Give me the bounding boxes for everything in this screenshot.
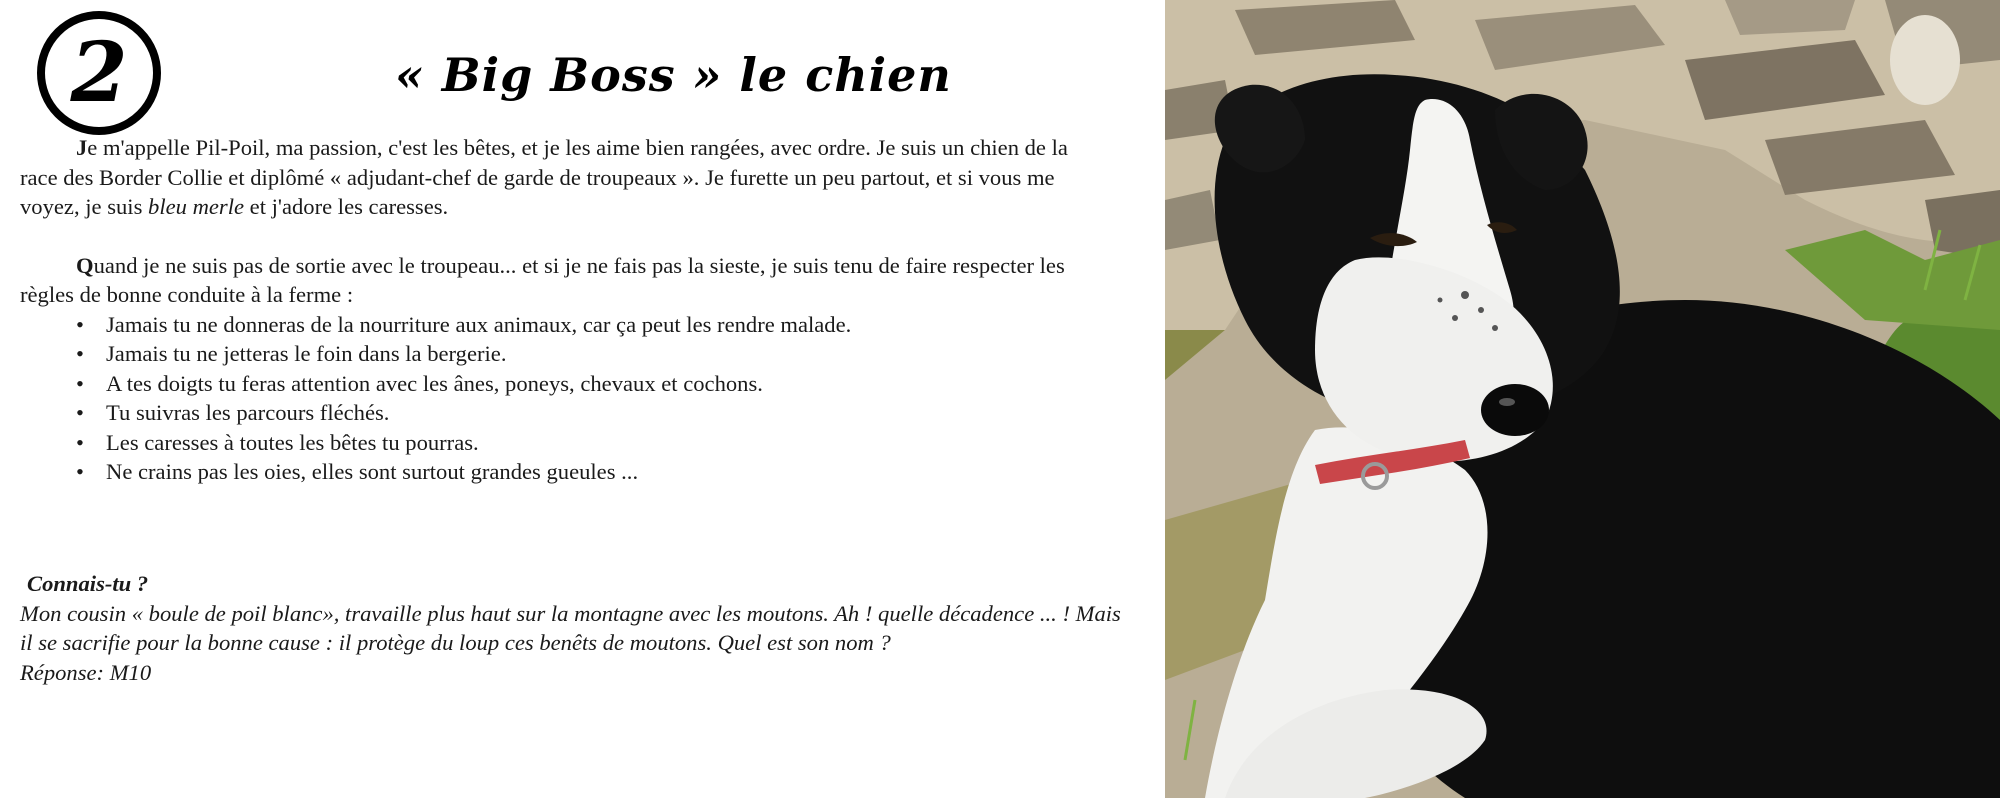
bullet-icon: • — [76, 341, 84, 366]
intro-text-end: et j'adore les caresses. — [244, 194, 449, 219]
list-item — [76, 457, 1110, 487]
drop-letter: J — [76, 135, 88, 160]
rule-text: Jamais tu ne jetteras le foin dans la bergerie. — [106, 341, 507, 366]
drop-letter: Q — [76, 252, 94, 278]
bullet-icon: • — [76, 311, 84, 337]
rule-text: Tu suivras les parcours fléchés. — [106, 400, 390, 425]
quiz-box — [20, 569, 1130, 687]
page-number-badge — [37, 11, 161, 135]
rules-list — [20, 310, 1110, 487]
rules-intro-text: uand je ne suis pas de sortie avec le troupeau... et si je ne fais pas la sieste, je suis tenu de faire respecter les règles de bonne conduite à la ferme : — [20, 252, 1065, 307]
dog-photo — [1165, 0, 2000, 798]
rule-text: Les caresses à toutes les bêtes tu pourras. — [106, 429, 479, 455]
list-item — [76, 398, 1110, 428]
list-item — [76, 339, 1110, 369]
intro-paragraph — [20, 133, 1110, 222]
intro-text: e m'appelle Pil-Poil, ma passion, c'est les bêtes, et je les aime bien rangées, avec ordre. Je suis un chien de la race des Border Collie et diplômé « adjudant-chef de garde de troupeaux ». Je furette un peu partout, et si vous me voyez, je suis — [20, 135, 1068, 219]
body-text — [20, 133, 1110, 487]
bullet-icon: • — [76, 429, 84, 455]
quiz-heading: Connais-tu ? — [27, 571, 149, 596]
list-item — [76, 310, 1110, 340]
page-number: 2 — [70, 25, 128, 121]
paragraph-gap — [20, 222, 1110, 251]
bullet-icon: • — [76, 459, 84, 484]
bullet-icon: • — [76, 400, 84, 425]
intro-italic: bleu merle — [148, 194, 245, 219]
rule-text: Ne crains pas les oies, elles sont surtout grandes gueules ... — [106, 459, 639, 484]
page-title: « Big Boss » le chien — [395, 48, 952, 102]
rule-text: A tes doigts tu feras attention avec les ânes, poneys, chevaux et cochons. — [106, 370, 763, 396]
list-item — [76, 428, 1110, 458]
rule-text: Jamais tu ne donneras de la nourriture aux animaux, car ça peut les rendre malade. — [106, 311, 852, 337]
border-collie-illustration — [1165, 0, 2000, 798]
quiz-question: Mon cousin « boule de poil blanc», travaille plus haut sur la montagne avec les moutons. Ah ! quelle décadence ... ! Mais il se sacrifie pour la bonne cause : il protège du loup ces benêts de moutons. Quel est son nom ? — [20, 600, 1121, 655]
list-item — [76, 369, 1110, 399]
bullet-icon: • — [76, 370, 84, 396]
quiz-answer: Réponse: M10 — [20, 659, 152, 685]
rules-intro-paragraph — [20, 251, 1110, 310]
